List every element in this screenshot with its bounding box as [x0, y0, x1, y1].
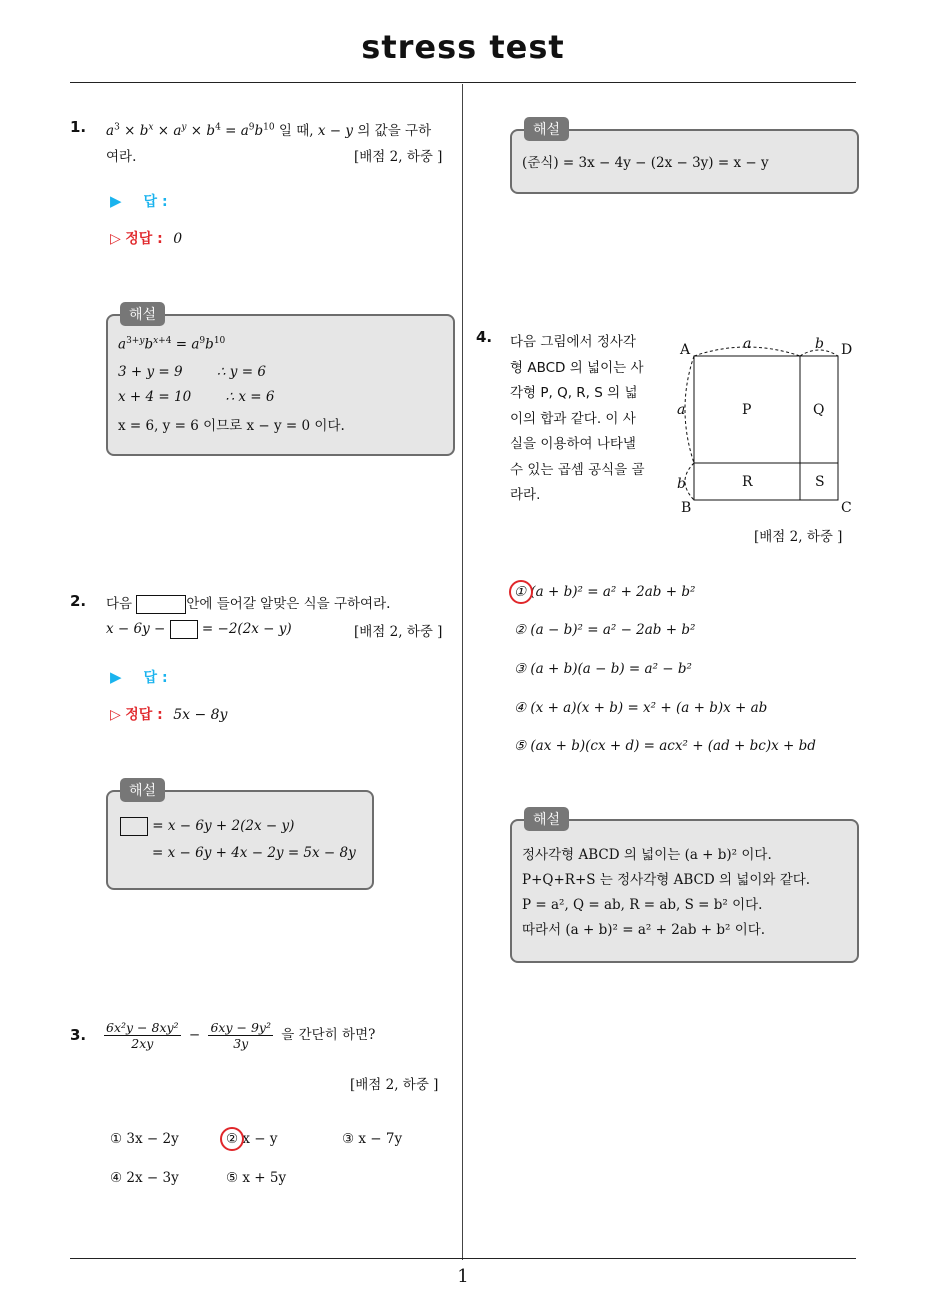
- brace-b-left: [685, 463, 694, 500]
- label-a-top: a: [743, 336, 752, 352]
- question-2-eq-left: x − 6y −: [106, 621, 166, 637]
- correct-label: 정답 :: [125, 231, 163, 247]
- question-1-correct: [110, 228, 182, 248]
- question-4-text-line: 각형 P, Q, R, S 의 넓: [510, 385, 638, 401]
- question-3-meta: [배점 2, 하중 ]: [350, 1077, 439, 1093]
- question-4-text-line: 이의 합과 같다. 이 사: [510, 410, 636, 427]
- question-3-choice-1[interactable]: ① 3x − 2y: [110, 1131, 179, 1147]
- question-1-explain-line-4: x = 6, y = 6 이므로 x − y = 0 이다.: [118, 418, 345, 434]
- footer-rule: [70, 1258, 856, 1259]
- question-1-answer-row[interactable]: [110, 191, 168, 211]
- question-1-text: $a^3 \times b^x \times a^y \times b^4 = a^9b^{10}$ 일 때, x − y 의 값을 구하: [106, 122, 432, 139]
- question-2-eq-right: = −2(2x − y): [201, 621, 292, 637]
- question-4-choice-4[interactable]: ④ (x + a)(x + b) = x² + (a + b)x + ab: [514, 700, 768, 716]
- selected-answer-circle-icon: [509, 580, 533, 604]
- triangle-outline-icon: ▷: [110, 231, 121, 247]
- triangle-outline-icon: ▷: [110, 707, 121, 723]
- question-2-answer-row[interactable]: [110, 667, 168, 687]
- question-1-correct-value: 0: [173, 231, 183, 247]
- answer-blank-box: [170, 620, 198, 639]
- label-R: R: [742, 474, 753, 490]
- page-number: 1: [457, 1266, 469, 1287]
- label-A: A: [680, 342, 691, 358]
- explanation-tag: 해설: [524, 117, 569, 141]
- square-abcd-figure: [670, 330, 860, 520]
- question-4-number: 4.: [476, 328, 493, 346]
- play-icon: ▶: [110, 668, 122, 686]
- question-4-meta: [배점 2, 하중 ]: [754, 529, 843, 545]
- question-4-explain-line-4: 따라서 (a + b)² = a² + 2ab + b² 이다.: [522, 922, 766, 938]
- brace-a-left: [685, 356, 694, 463]
- label-B: B: [681, 500, 692, 516]
- minus-sign: −: [188, 1027, 201, 1043]
- question-3-number: 3.: [70, 1026, 87, 1044]
- answer-label: 답 :: [143, 194, 168, 210]
- question-2-equation: [106, 620, 292, 639]
- fraction-numerator: 6x²y − 8xy²: [106, 1020, 179, 1035]
- question-2-number: 2.: [70, 592, 87, 610]
- label-P: P: [742, 402, 752, 418]
- question-1-number: 1.: [70, 118, 87, 136]
- question-4-choice-2[interactable]: ② (a − b)² = a² − 2ab + b²: [514, 622, 696, 638]
- explanation-tag: 해설: [120, 778, 165, 802]
- question-1-explain-line-3: x + 4 = 10 ∴ x = 6: [118, 389, 275, 405]
- question-2-text-a: 다음: [106, 596, 133, 612]
- question-4-text-line: 실을 이용하여 나타낼: [510, 436, 636, 452]
- question-3-expression: [104, 1020, 375, 1051]
- question-2-correct: [110, 704, 227, 724]
- question-4-text-line: 형 ABCD 의 넓이는 사: [510, 359, 644, 376]
- question-4-explain-line-1: 정사각형 ABCD 의 넓이는 (a + b)² 이다.: [522, 847, 772, 863]
- question-3-choice-2[interactable]: ② x − y: [226, 1131, 278, 1147]
- fraction-numerator: 6xy − 9y²: [210, 1020, 271, 1035]
- question-2-correct-value: 5x − 8y: [173, 707, 228, 723]
- correct-label: 정답 :: [125, 707, 163, 723]
- question-1-text-line2: 여라.: [106, 149, 137, 165]
- label-a-left: a: [677, 402, 686, 418]
- question-4-text-line: 수 있는 곱셈 공식을 골: [510, 461, 645, 478]
- answer-blank-box: [136, 595, 186, 614]
- answer-label: 답 :: [143, 670, 168, 686]
- question-1-explain-line-2: 3 + y = 9 ∴ y = 6: [118, 364, 266, 380]
- fraction-denominator: 2xy: [131, 1036, 154, 1051]
- explanation-tag: 해설: [120, 302, 165, 326]
- question-2-explain-line-2: = x − 6y + 4x − 2y = 5x − 8y: [152, 845, 356, 861]
- question-2-explain-line-1: [120, 817, 294, 836]
- column-divider: [462, 84, 463, 1260]
- label-S: S: [815, 474, 825, 490]
- question-4-text-line: 다음 그림에서 정사각: [510, 334, 636, 350]
- question-3-choice-4[interactable]: ④ 2x − 3y: [110, 1170, 179, 1186]
- header-rule: [70, 82, 856, 83]
- question-4-explanation-box: [510, 819, 859, 963]
- page-title: stress test: [361, 28, 565, 66]
- question-3-suffix: 을 간단히 하면?: [281, 1027, 376, 1043]
- label-b-left: b: [677, 476, 686, 492]
- question-2-text-b: 안에 들어갈 알맞은 식을 구하여라.: [186, 596, 391, 612]
- label-D: D: [841, 342, 853, 358]
- label-C: C: [841, 500, 852, 516]
- question-1-explain-line-1: $a^{3+y}b^{x+4} = a^9b^{10}$: [118, 336, 226, 353]
- question-2-text: [106, 592, 390, 614]
- question-3-fraction-2: [208, 1020, 273, 1051]
- question-4-choice-3[interactable]: ③ (a + b)(a − b) = a² − b²: [514, 661, 692, 677]
- question-3-choice-5[interactable]: ⑤ x + 5y: [226, 1170, 287, 1186]
- question-4-text: [510, 330, 645, 509]
- label-Q: Q: [813, 402, 825, 418]
- label-b-top: b: [815, 336, 824, 352]
- question-1-explain-continued-line: (준식) = 3x − 4y − (2x − 3y) = x − y: [522, 155, 769, 171]
- question-4-choice-1[interactable]: ① (a + b)² = a² + 2ab + b²: [514, 584, 696, 600]
- question-3-choice-3[interactable]: ③ x − 7y: [342, 1131, 403, 1147]
- question-3-fraction-1: [104, 1020, 181, 1051]
- question-4-explain-line-3: P = a², Q = ab, R = ab, S = b² 이다.: [522, 897, 763, 913]
- selected-answer-circle-icon: [220, 1127, 244, 1151]
- question-4-choice-5[interactable]: ⑤ (ax + b)(cx + d) = acx² + (ad + bc)x + bd: [514, 738, 816, 754]
- question-2-explanation-box: [106, 790, 374, 890]
- fraction-denominator: 3y: [233, 1036, 249, 1051]
- question-2-meta: [배점 2, 하중 ]: [354, 624, 443, 640]
- question-2-explain-line-1-text: = x − 6y + 2(2x − y): [152, 818, 295, 834]
- question-1-meta: [배점 2, 하중 ]: [354, 149, 443, 165]
- question-4-explain-line-2: P+Q+R+S 는 정사각형 ABCD 의 넓이와 같다.: [522, 872, 811, 888]
- explanation-tag: 해설: [524, 807, 569, 831]
- answer-blank-box: [120, 817, 148, 836]
- play-icon: ▶: [110, 192, 122, 210]
- question-4-text-line: 라라.: [510, 487, 541, 503]
